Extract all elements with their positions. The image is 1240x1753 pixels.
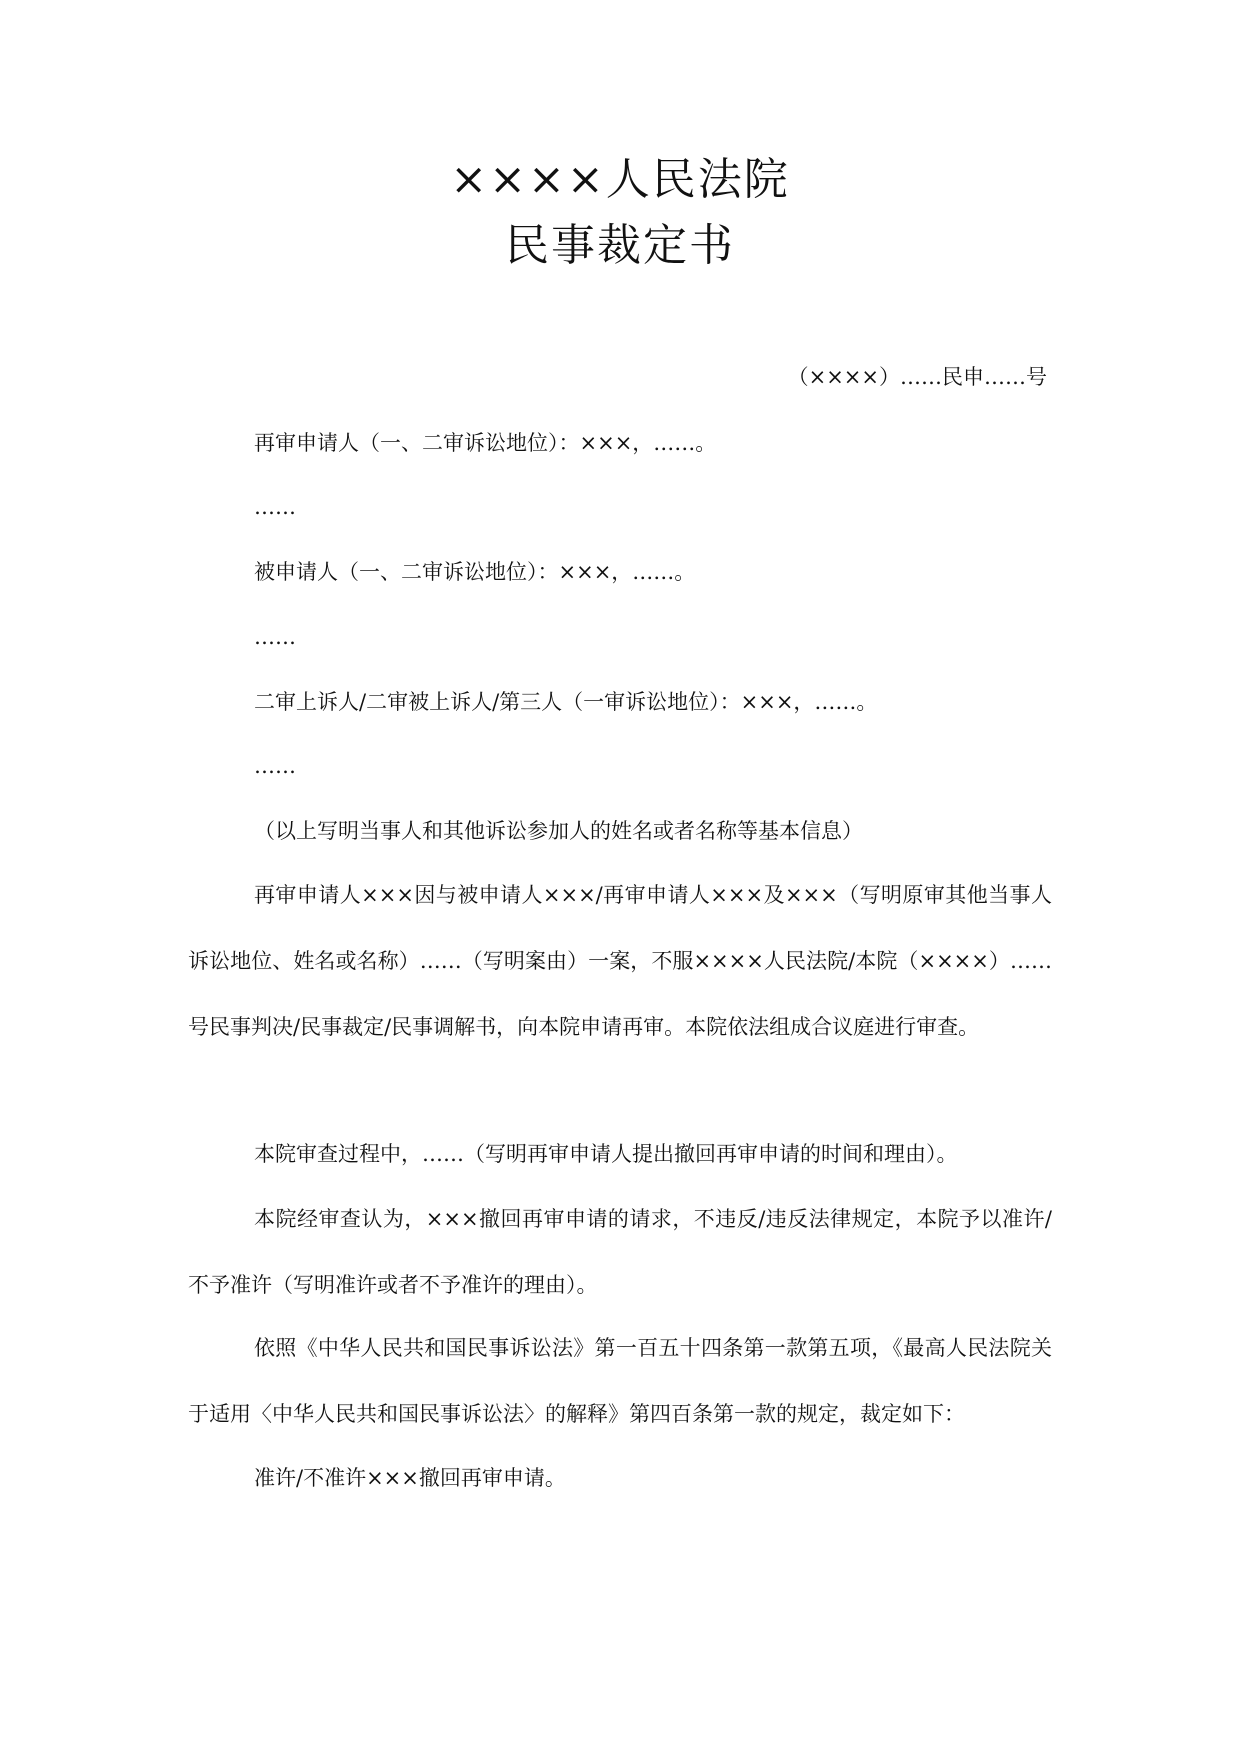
party-respondent: 被申请人（一、二审诉讼地位）：×××，……。 — [254, 560, 696, 584]
party-ellipsis: …… — [254, 754, 296, 778]
review-process-paragraph: 本院审查过程中，……（写明再审申请人提出撤回再审申请的时间和理由）。 — [254, 1142, 958, 1166]
party-other: 二审上诉人/二审被上诉人/第三人（一审诉讼地位）：×××，……。 — [254, 690, 878, 714]
party-ellipsis: …… — [254, 625, 296, 649]
ruling-paragraph: 准许/不准许×××撤回再审申请。 — [254, 1466, 566, 1490]
court-name-title: ××××人民法院 — [450, 154, 790, 205]
party-ellipsis: …… — [254, 495, 296, 519]
case-background-paragraph: 再审申请人×××因与被申请人×××/再审申请人×××及×××（写明原审其他当事人诉讼地位、姓名或名称）……（写明案由）一案，不服××××人民法院/本院（××××）……号民事判决/民事裁定/民事调解书，向本院申请再审。本院依法组成合议庭进行审查。 — [188, 883, 1052, 1039]
document-type-title: 民事裁定书 — [505, 220, 735, 271]
case-number: （××××）……民申……号 — [787, 365, 1047, 389]
party-applicant: 再审申请人（一、二审诉讼地位）：×××，……。 — [254, 431, 717, 455]
legal-basis-paragraph: 依照《中华人民共和国民事诉讼法》第一百五十四条第一款第五项，《最高人民法院关于适用〈中华人民共和国民事诉讼法〉的解释》第四百条第一款的规定，裁定如下： — [188, 1336, 1052, 1426]
review-opinion-paragraph: 本院经审查认为，×××撤回再审申请的请求，不违反/违反法律规定，本院予以准许/不予准许（写明准许或者不予准许的理由）。 — [188, 1207, 1052, 1297]
party-note: （以上写明当事人和其他诉讼参加人的姓名或者名称等基本信息） — [254, 819, 863, 843]
